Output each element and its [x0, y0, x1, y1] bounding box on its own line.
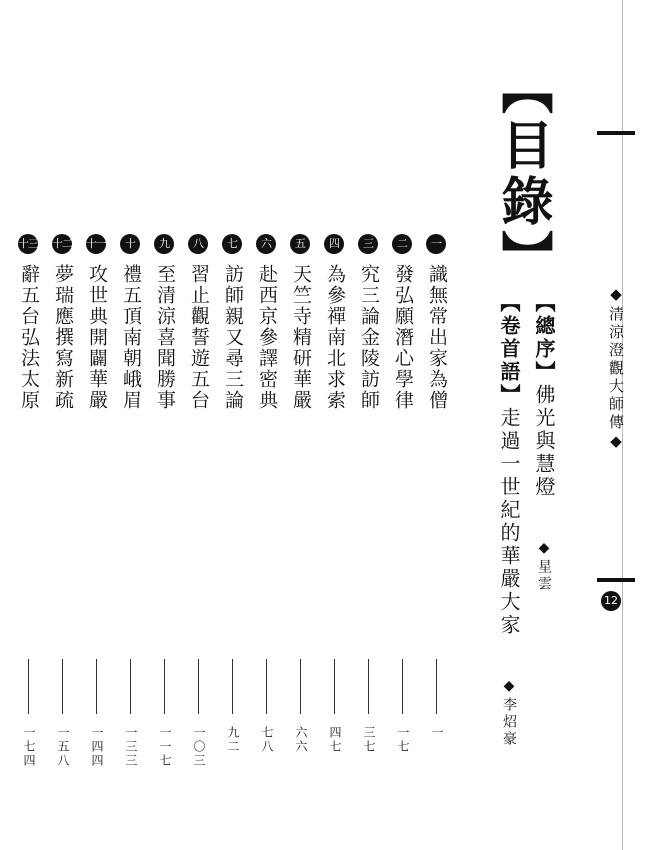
toc-entry[interactable]: [185, 234, 213, 768]
chapter-title: 識無常出家為僧: [426, 264, 448, 411]
diamond-icon: ◆: [607, 432, 625, 453]
toc-entry[interactable]: [49, 234, 77, 768]
chapter-page: 三七: [362, 726, 376, 754]
chapter-number-badge: 五: [290, 234, 310, 254]
leader-line: [164, 659, 165, 714]
intro-title: 佛光與慧燈: [532, 384, 556, 499]
chapter-title: 究三論金陵訪師: [358, 264, 380, 411]
chapter-title: 攻世典開闢華嚴: [86, 264, 108, 411]
chapter-title: 辭五台弘法太原: [18, 264, 40, 411]
toc-entry[interactable]: [151, 234, 179, 768]
chapter-page: 四七: [328, 726, 342, 754]
chapter-title: 習止觀誓遊五台: [188, 264, 210, 411]
toc-entry[interactable]: [253, 234, 281, 754]
chapter-page: 一五八: [56, 726, 70, 768]
leader-line: [334, 659, 335, 714]
toc-entry[interactable]: [321, 234, 349, 754]
intro-label: 【總序】: [532, 292, 556, 384]
intro-title: 走過一世紀的華嚴大家: [497, 407, 521, 637]
chapter-page: 一〇三: [192, 726, 206, 768]
chapter-number-badge: 一: [426, 234, 446, 254]
page-number: 12: [601, 591, 621, 611]
chapter-number-badge: 四: [324, 234, 344, 254]
toc-entry[interactable]: [389, 234, 417, 754]
toc-entry[interactable]: [355, 234, 383, 754]
chapter-title: 為參禪南北求索: [324, 264, 346, 411]
chapter-page: 九二: [226, 726, 240, 754]
chapter-title: 天竺寺精研華嚴: [290, 264, 312, 411]
intro-entry-preface[interactable]: [495, 292, 524, 748]
page-title: 【目錄】: [492, 62, 553, 286]
chapter-page: 一一七: [158, 726, 172, 768]
chapter-number-badge: 十一: [86, 234, 106, 254]
intro-entry-foreword[interactable]: [530, 292, 559, 593]
toc-entry[interactable]: [287, 234, 315, 754]
leader-line: [266, 659, 267, 714]
toc-entry[interactable]: [117, 234, 145, 768]
chapter-page: 一三三: [124, 726, 138, 768]
chapter-title: 夢瑞應撰寫新疏: [52, 264, 74, 411]
diamond-icon: ◆: [607, 285, 625, 306]
chapter-number-badge: 十二: [52, 234, 72, 254]
chapter-page: 七八: [260, 726, 274, 754]
chapter-title: 發弘願潛心學律: [392, 264, 414, 411]
book-title: 清涼澄觀大師傳: [607, 306, 625, 432]
chapter-title: 禮五頂南朝峨眉: [120, 264, 142, 411]
toc-entry[interactable]: [423, 234, 451, 740]
chapter-page: 一七: [396, 726, 410, 754]
diamond-icon: ◆: [536, 540, 552, 559]
intro-author: 星雲: [536, 559, 552, 593]
toc-entry[interactable]: [15, 234, 43, 768]
chapter-number-badge: 九: [154, 234, 174, 254]
intro-author: 李炤豪: [501, 697, 517, 748]
chapter-page: 一七四: [22, 726, 36, 768]
diamond-icon: ◆: [501, 678, 517, 697]
leader-line: [28, 659, 29, 714]
chapter-number-badge: 十: [120, 234, 140, 254]
chapter-title: 訪師親又尋三論: [222, 264, 244, 411]
chapter-number-badge: 八: [188, 234, 208, 254]
leader-line: [130, 659, 131, 714]
chapter-page: 六六: [294, 726, 308, 754]
chapter-number-badge: 六: [256, 234, 276, 254]
leader-line: [436, 659, 437, 714]
leader-line: [232, 659, 233, 714]
leader-line: [62, 659, 63, 714]
leader-line: [300, 659, 301, 714]
leader-line: [368, 659, 369, 714]
chapter-number-badge: 二: [392, 234, 412, 254]
chapter-number-badge: 七: [222, 234, 242, 254]
margin-mark-bottom: [597, 578, 635, 582]
leader-line: [402, 659, 403, 714]
chapter-title: 至清涼喜聞勝事: [154, 264, 176, 411]
intro-label: 【卷首語】: [497, 292, 521, 407]
chapter-number-badge: 十三: [18, 234, 38, 254]
running-head: [606, 285, 627, 453]
margin-mark-top: [597, 131, 635, 135]
leader-line: [96, 659, 97, 714]
toc-entry[interactable]: [219, 234, 247, 754]
leader-line: [198, 659, 199, 714]
chapter-number-badge: 三: [358, 234, 378, 254]
chapter-page: 一: [430, 726, 444, 740]
chapter-page: 一四四: [90, 726, 104, 768]
chapter-title: 赴西京參譯密典: [256, 264, 278, 411]
toc-entry[interactable]: [83, 234, 111, 768]
